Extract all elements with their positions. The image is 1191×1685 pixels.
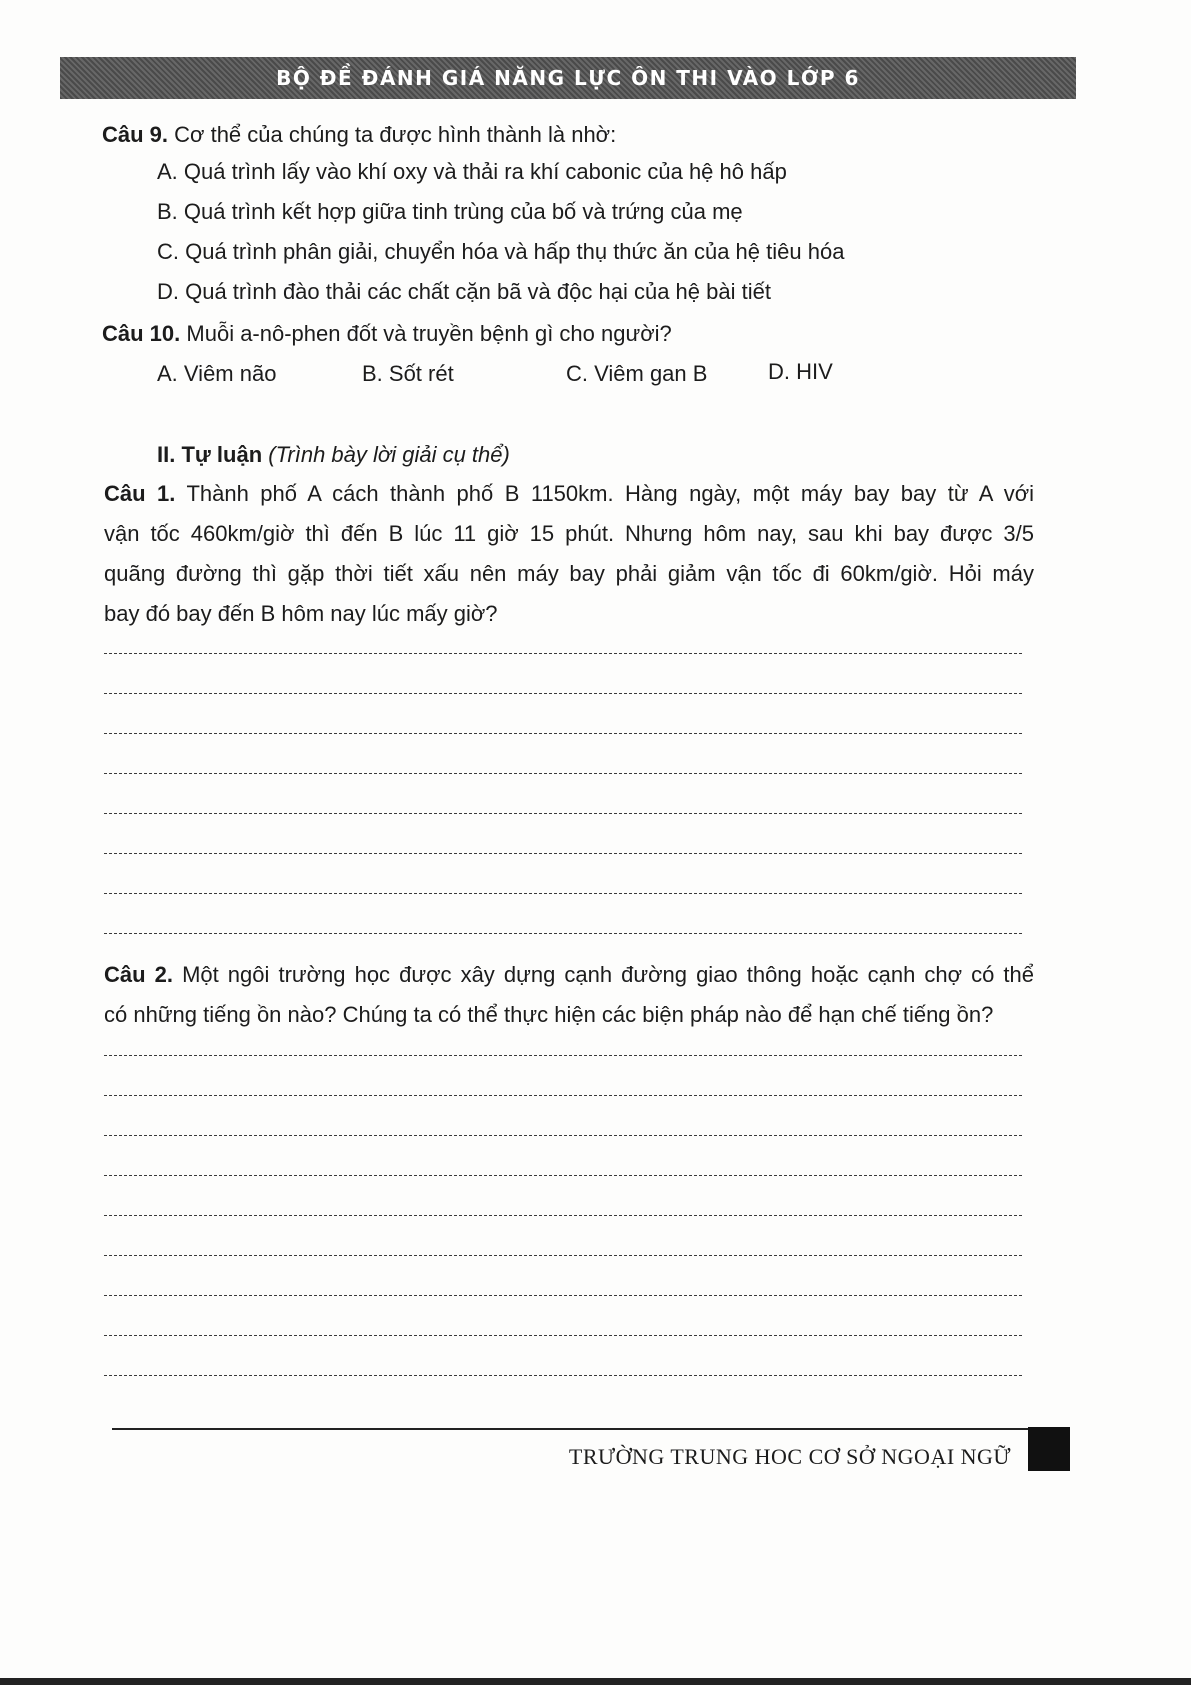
question-10 [102,323,672,345]
essay-question-1 [104,474,1034,634]
question-10-text: Muỗi a-nô-phen đốt và truyền bệnh gì cho người? [186,321,672,346]
answer-line[interactable] [104,1095,1022,1096]
answer-line[interactable] [104,1215,1022,1216]
section-2-label: II. Tự luận [157,442,263,467]
question-10-option-b: B. Sốt rét [362,361,454,386]
question-9-text: Cơ thể của chúng ta được hình thành là nhờ: [174,122,617,147]
answer-line[interactable] [104,1175,1022,1176]
section-2-heading [157,444,510,466]
question-9-number: Câu 9. [102,122,169,147]
answer-line[interactable] [104,1055,1022,1056]
essay-question-2 [104,955,1034,1035]
answer-line[interactable] [104,773,1022,774]
question-9-option-b: B. Quá trình kết hợp giữa tinh trùng của bố và trứng của mẹ [157,199,743,224]
question-9-option-a: A. Quá trình lấy vào khí oxy và thải ra khí cabonic của hệ hô hấp [157,159,787,184]
essay-1-line-4: bay đó bay đến B hôm nay lúc mấy giờ? [104,601,498,626]
answer-line[interactable] [104,693,1022,694]
answer-line[interactable] [104,1295,1022,1296]
scan-bottom-edge [0,1678,1191,1685]
answer-line[interactable] [104,1375,1022,1376]
essay-2-line-1 [104,955,1034,995]
answer-line[interactable] [104,1335,1022,1336]
essay-1-number: Câu 1. [104,481,176,506]
question-9-option-c: C. Quá trình phân giải, chuyển hóa và hấp thụ thức ăn của hệ tiêu hóa [157,239,845,264]
section-2-note: (Trình bày lời giải cụ thể) [268,442,510,467]
answer-line[interactable] [104,653,1022,654]
question-10-number: Câu 10. [102,321,181,346]
essay-1-line-3: quãng đường thì gặp thời tiết xấu nên máy bay phải giảm vận tốc đi 60km/giờ. Hỏi máy [104,561,1034,586]
essay-2-number: Câu 2. [104,962,173,987]
footer-rule [112,1428,1070,1430]
question-10-option-d: D. HIV [768,359,833,384]
answer-line[interactable] [104,893,1022,894]
essay-2-line-2: có những tiếng ồn nào? Chúng ta có thể thực hiện các biện pháp nào để hạn chế tiếng ồn? [104,1002,994,1027]
essay-1-line-1-text: Thành phố A cách thành phố B 1150km. Hàng ngày, một máy bay bay từ A với [186,481,1035,506]
question-10-option-c: C. Viêm gan B [566,361,708,386]
footer-page-marker [1028,1427,1070,1471]
answer-line[interactable] [104,1255,1022,1256]
header-title: BỘ ĐỀ ĐÁNH GIÁ NĂNG LỰC ÔN THI VÀO LỚP 6 [276,66,860,90]
answer-line[interactable] [104,813,1022,814]
question-9-option-d: D. Quá trình đào thải các chất cặn bã và độc hại của hệ bài tiết [157,279,771,304]
essay-1-line-1 [104,474,1034,514]
essay-2-line-1-text: Một ngôi trường học được xây dựng cạnh đường giao thông hoặc cạnh chợ có thể [182,962,1034,987]
answer-line[interactable] [104,853,1022,854]
question-9 [102,124,616,146]
answer-line[interactable] [104,1135,1022,1136]
essay-1-line-2: vận tốc 460km/giờ thì đến B lúc 11 giờ 15 phút. Nhưng hôm nay, sau khi bay được 3/5 [104,521,1034,546]
header-band [60,57,1076,99]
answer-line[interactable] [104,733,1022,734]
answer-line[interactable] [104,933,1022,934]
question-10-option-a: A. Viêm não [157,361,277,386]
footer-school-name: TRƯỜNG TRUNG HOC CƠ SỞ NGOẠI NGỮ [568,1444,1011,1469]
